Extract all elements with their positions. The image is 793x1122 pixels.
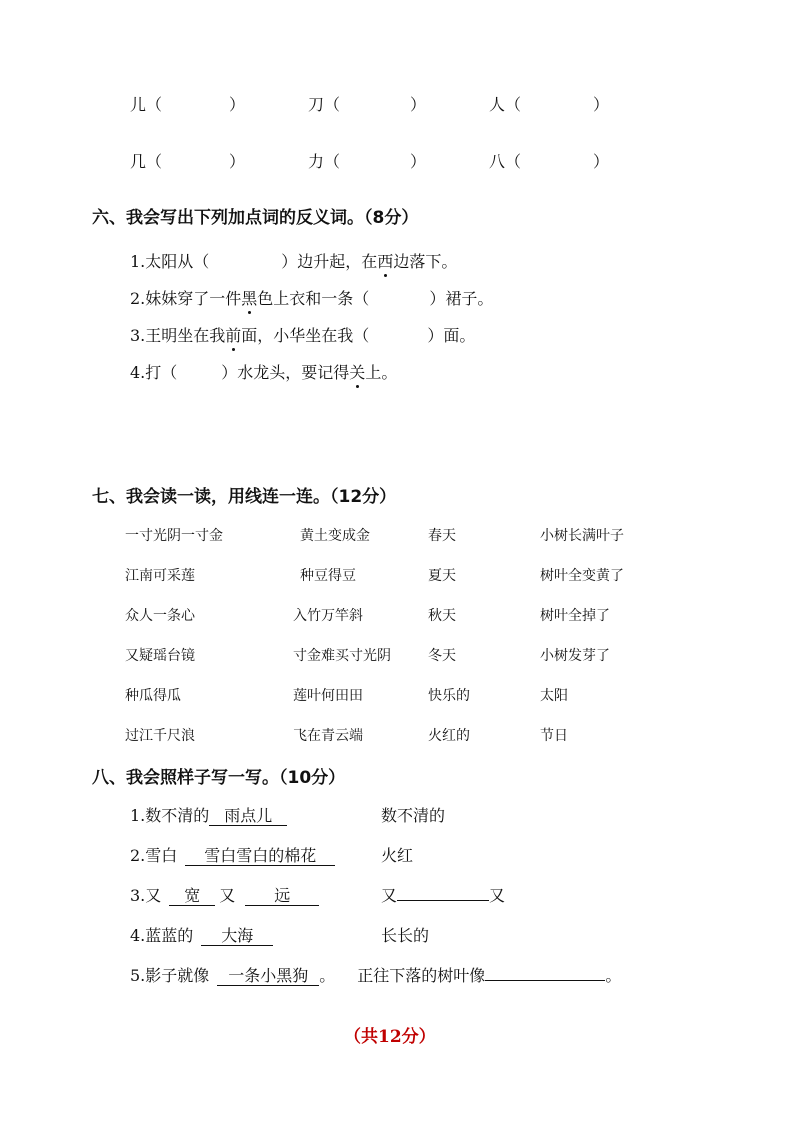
example-answer: 大海 (201, 927, 273, 946)
q-right-prompt: 火红 (381, 846, 414, 865)
match-item: 众人一条心 (125, 608, 195, 624)
match-item: 种豆得豆 (300, 568, 356, 584)
section-six-title: 六、我会写出下列加点词的反义词。（8分） (92, 208, 419, 228)
match-item: 小树长满叶子 (540, 528, 624, 544)
q-text: 面，小华坐在我（ (241, 326, 370, 345)
dotted-char: 关 (349, 360, 365, 383)
example-answer: 雨点儿 (209, 807, 287, 826)
q-text: 1.数不清的 (130, 806, 210, 825)
q-right-prompt: 长长的 (381, 926, 430, 945)
match-item: 黄土变成金 (300, 528, 370, 544)
question-8-3 (130, 883, 319, 906)
q-text: 4.蓝蓝的 (130, 926, 194, 945)
char-item: 人（ (489, 95, 522, 114)
match-item: 秋天 (428, 608, 456, 624)
match-item: 寸金难买寸光阴 (293, 648, 391, 664)
page-total-score: （共12分） (344, 1027, 436, 1047)
example-answer: 远 (245, 887, 319, 906)
example-answer: 雪白雪白的棉花 (185, 847, 335, 866)
q-text: 正往下落的树叶像 (357, 966, 486, 985)
question-8-2 (130, 843, 335, 866)
q-text: ）边升起，在 (281, 252, 378, 271)
match-item: 小树发芽了 (540, 648, 610, 664)
match-item: 树叶全掉了 (540, 608, 610, 624)
dotted-char: 黑 (241, 286, 257, 309)
question-8-1 (130, 803, 287, 826)
match-item: 飞在青云端 (293, 728, 363, 744)
q-text: ）水龙头，要记得 (221, 363, 350, 382)
q-text: 2.雪白 (130, 846, 178, 865)
answer-blank[interactable] (397, 884, 489, 901)
q-text: 边落下。 (393, 252, 458, 271)
char-item-close: ） (593, 152, 610, 171)
question-8-5 (130, 963, 621, 986)
char-item: 刀（ (308, 95, 341, 114)
q-text: 1.太阳从（ (130, 252, 210, 271)
match-item: 一寸光阴一寸金 (125, 528, 223, 544)
match-item: 春天 (428, 528, 456, 544)
q-text: ）面。 (427, 326, 476, 345)
match-item: 节日 (540, 728, 568, 744)
example-answer: 一条小黑狗 (217, 967, 319, 986)
dotted-char: 前 (225, 323, 241, 346)
q-text: 2.妹妹穿了一件 (130, 289, 242, 308)
char-item-close: ） (229, 95, 246, 114)
question-8-3-blank (381, 883, 505, 906)
question-6-3 (130, 323, 475, 346)
char-item: 几（ (130, 152, 163, 171)
char-item: 八（ (489, 152, 522, 171)
q-text: 3.又 (130, 886, 162, 905)
char-item-close: ） (410, 95, 427, 114)
q-text: 又 (381, 886, 398, 905)
char-item-close: ） (593, 95, 610, 114)
example-answer: 宽 (169, 887, 215, 906)
match-item: 入竹万竿斜 (293, 608, 363, 624)
char-item-close: ） (410, 152, 427, 171)
match-item: 冬天 (428, 648, 456, 664)
match-item: 树叶全变黄了 (540, 568, 624, 584)
q-right-prompt: 数不清的 (381, 806, 446, 825)
section-eight-title: 八、我会照样子写一写。（10分） (92, 768, 346, 788)
answer-blank[interactable] (485, 964, 605, 981)
question-6-2 (130, 286, 493, 309)
match-item: 快乐的 (428, 688, 470, 704)
match-item: 江南可采莲 (125, 568, 195, 584)
q-text: 又 (489, 886, 506, 905)
q-text: ）裙子。 (429, 289, 494, 308)
q-text: 。 (605, 966, 622, 985)
question-6-4 (130, 360, 397, 383)
match-item: 莲叶何田田 (293, 688, 363, 704)
match-item: 种瓜得瓜 (125, 688, 181, 704)
match-item: 过江千尺浪 (125, 728, 195, 744)
q-text: 3.王明坐在我 (130, 326, 226, 345)
q-text: 4.打（ (130, 363, 178, 382)
dotted-char: 西 (377, 249, 393, 272)
char-item-close: ） (229, 152, 246, 171)
q-text: 色上衣和一条（ (257, 289, 370, 308)
match-item: 火红的 (428, 728, 470, 744)
q-text: 又 (219, 886, 236, 905)
char-item: 力（ (308, 152, 341, 171)
match-item: 又疑瑶台镜 (125, 648, 195, 664)
char-item: 儿（ (130, 95, 163, 114)
question-8-4 (130, 923, 273, 946)
section-seven-title: 七、我会读一读，用线连一连。（12分） (92, 487, 397, 507)
match-item: 太阳 (540, 688, 568, 704)
match-item: 夏天 (428, 568, 456, 584)
q-text: 上。 (365, 363, 398, 382)
question-6-1 (130, 249, 457, 272)
q-text: 。 (319, 966, 336, 985)
q-text: 5.影子就像 (130, 966, 210, 985)
